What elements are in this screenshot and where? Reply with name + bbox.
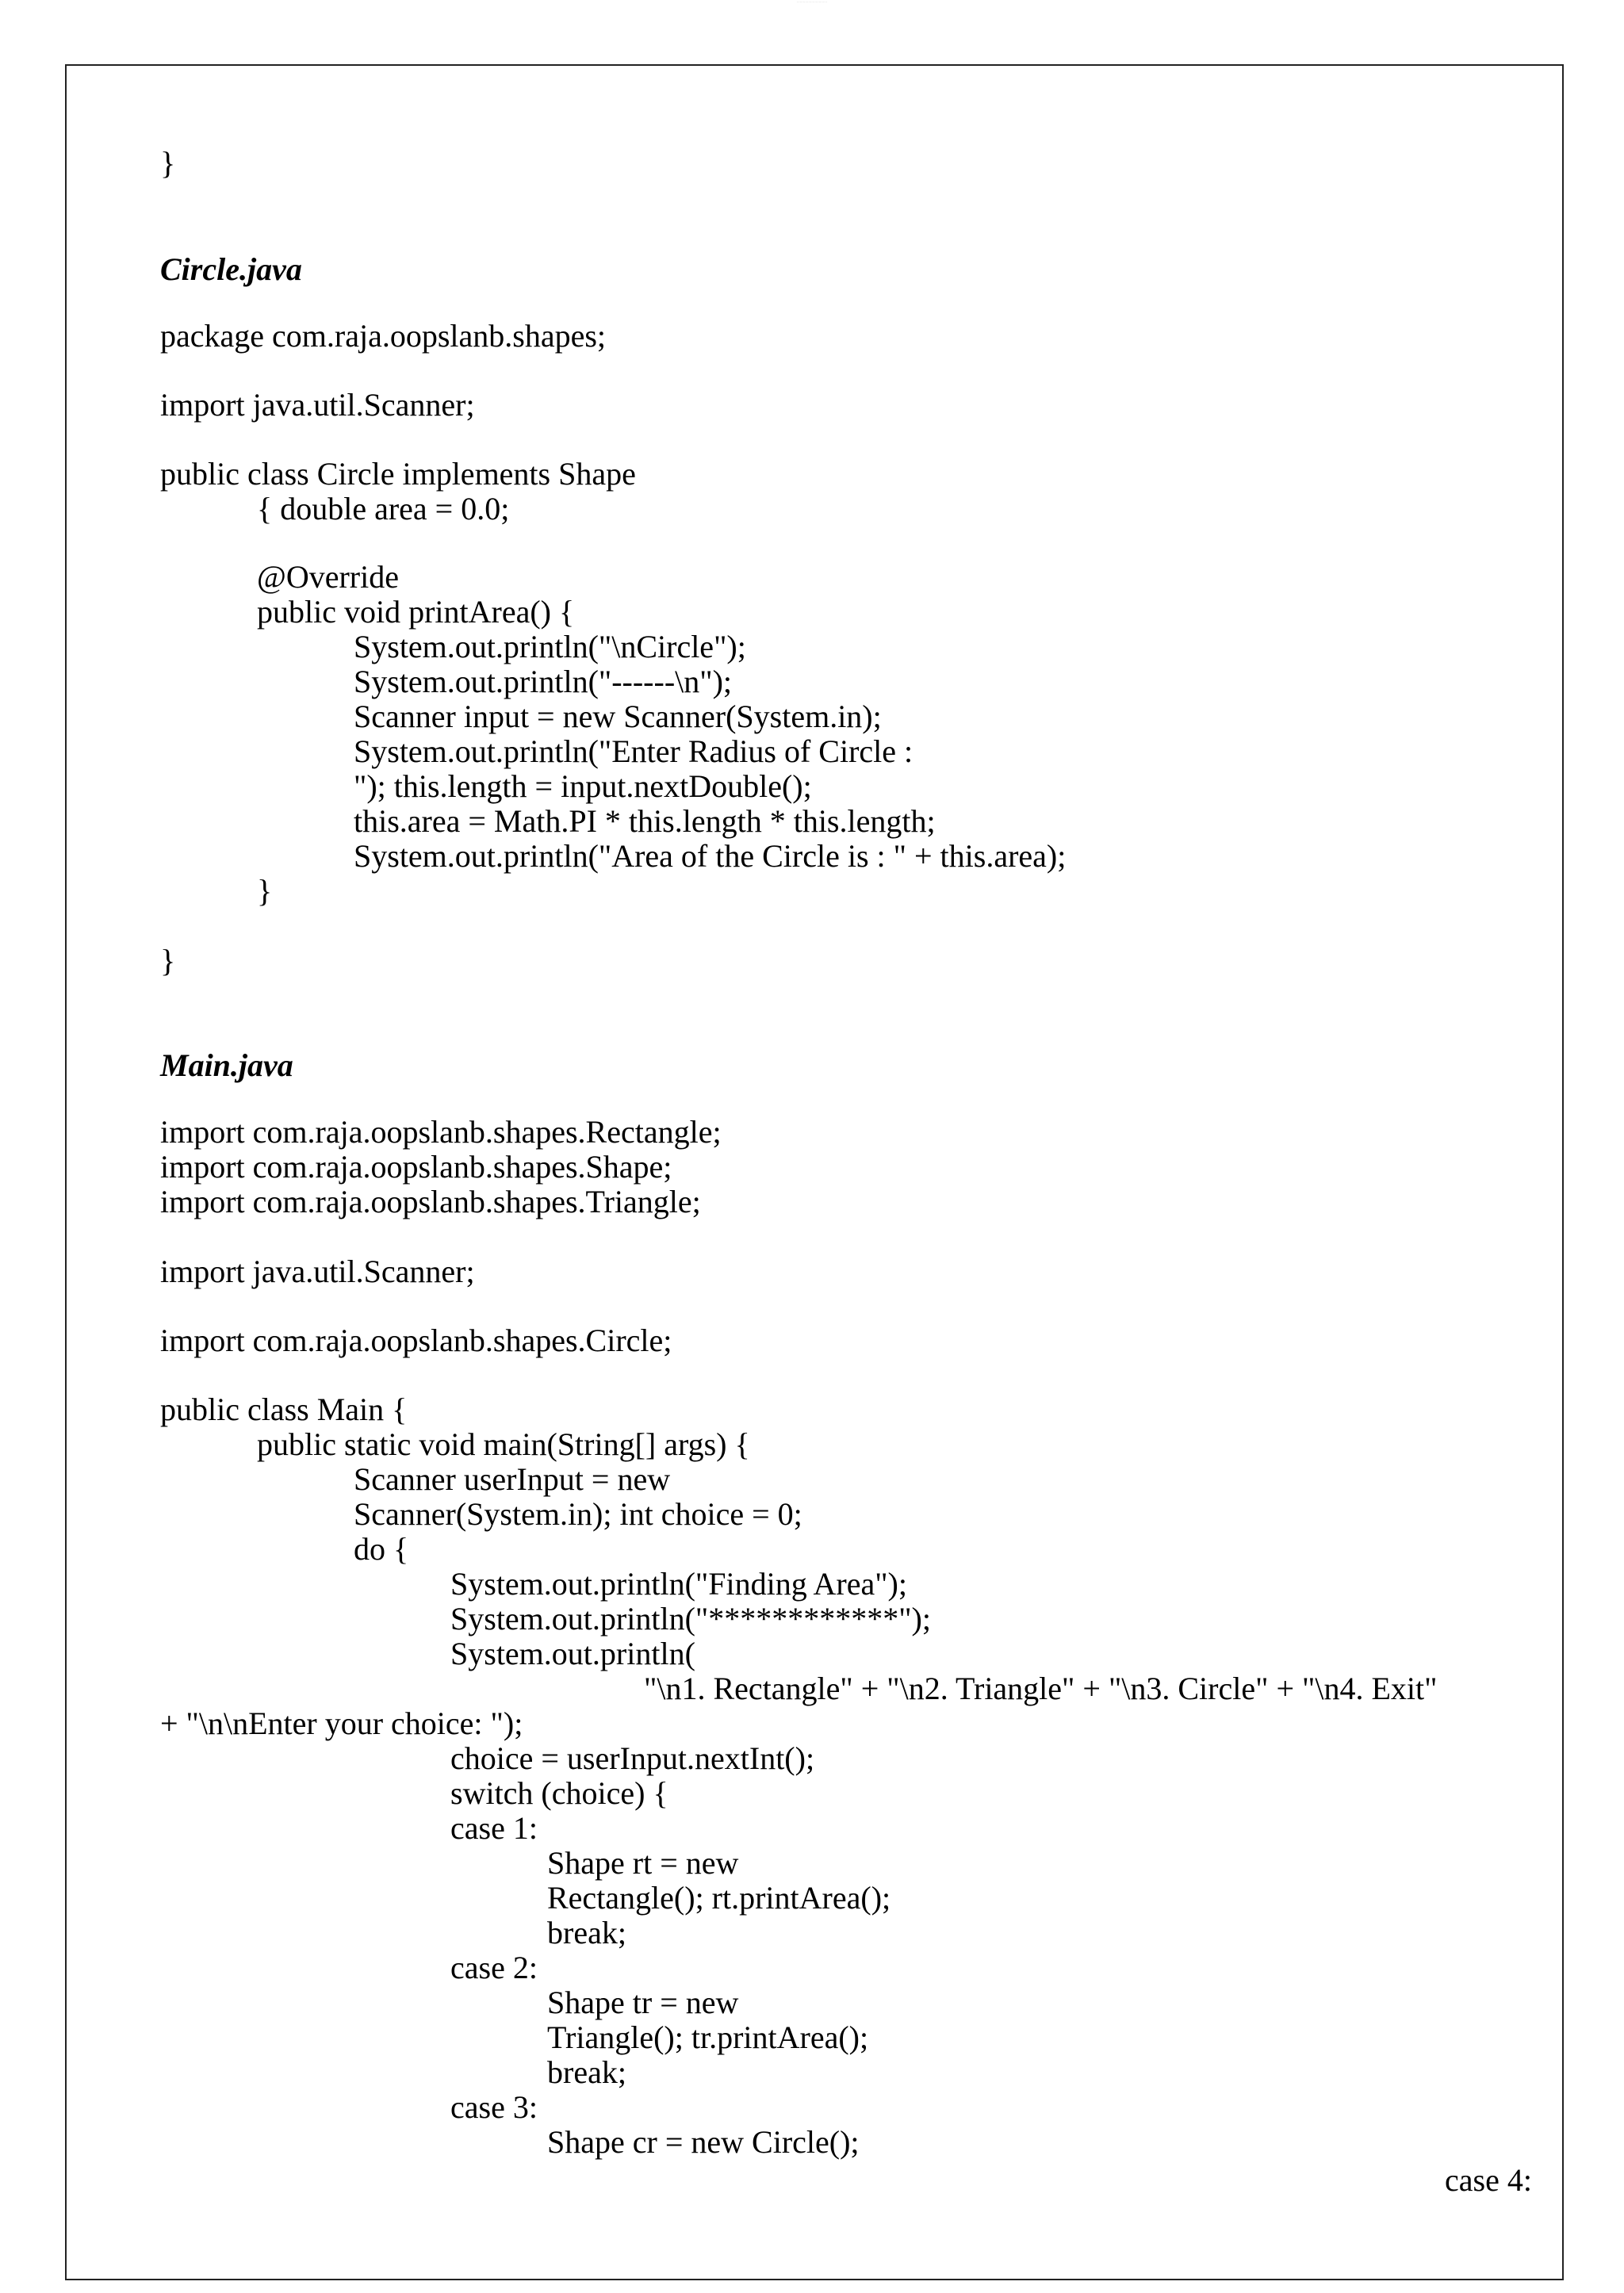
code-line: Scanner userInput = new <box>354 1461 671 1497</box>
code-line: import com.raja.oopslanb.shapes.Triangle; <box>160 1184 701 1219</box>
code-line: case 1: <box>450 1810 538 1846</box>
code-line: case 4: <box>1445 2162 1532 2198</box>
code-line: import java.util.Scanner; <box>160 387 475 423</box>
code-line: public class Main { <box>160 1391 408 1427</box>
file-heading-main: Main.java <box>160 1047 293 1083</box>
code-line: choice = userInput.nextInt(); <box>450 1740 815 1776</box>
code-line: this.area = Math.PI * this.length * this.length; <box>354 803 936 839</box>
code-line: import java.util.Scanner; <box>160 1254 475 1289</box>
code-line: switch (choice) { <box>450 1775 668 1811</box>
code-line: package com.raja.oopslanb.shapes; <box>160 318 607 354</box>
code-line: Shape tr = new <box>547 1985 739 2020</box>
code-line: import com.raja.oopslanb.shapes.Shape; <box>160 1149 672 1185</box>
code-line: "\n1. Rectangle" + "\n2. Triangle" + "\n3. Circle" + "\n4. Exit" <box>644 1671 1438 1706</box>
code-line: break; <box>547 2054 626 2090</box>
code-line: Shape cr = new Circle(); <box>547 2124 860 2160</box>
code-line: System.out.println("\nCircle"); <box>354 629 746 664</box>
code-line: System.out.println( <box>450 1636 695 1671</box>
code-line: Scanner input = new Scanner(System.in); <box>354 699 882 734</box>
code-line: public void printArea() { <box>257 594 575 630</box>
file-heading-circle: Circle.java <box>160 251 302 287</box>
code-line: @Override <box>257 559 399 595</box>
code-line: Scanner(System.in); int choice = 0; <box>354 1496 802 1532</box>
code-line: case 2: <box>450 1950 538 1985</box>
code-line: "); this.length = input.nextDouble(); <box>354 768 812 804</box>
code-line: Shape rt = new <box>547 1845 739 1881</box>
closing-brace: } <box>160 145 176 181</box>
code-line: public static void main(String[] args) { <box>257 1426 750 1462</box>
code-line: Triangle(); tr.printArea(); <box>547 2019 869 2055</box>
code-line: do { <box>354 1531 409 1567</box>
code-line: + "\n\nEnter your choice: "); <box>160 1705 523 1741</box>
code-line: System.out.println("************"); <box>450 1601 931 1636</box>
code-line: import com.raja.oopslanb.shapes.Rectangle; <box>160 1114 722 1150</box>
code-line: import com.raja.oopslanb.shapes.Circle; <box>160 1323 672 1358</box>
code-line: System.out.println("Area of the Circle is : " + this.area); <box>354 838 1067 874</box>
code-line: System.out.println("------\n"); <box>354 664 733 699</box>
code-line: Rectangle(); rt.printArea(); <box>547 1880 891 1916</box>
code-line: } <box>160 943 176 978</box>
code-line: } <box>257 873 273 909</box>
code-line: public class Circle implements Shape <box>160 456 636 492</box>
code-line: case 3: <box>450 2089 538 2125</box>
code-line: break; <box>547 1915 626 1950</box>
page-header-mark: ····························· <box>796 0 828 4</box>
code-line: { double area = 0.0; <box>257 491 510 526</box>
code-line: System.out.println("Finding Area"); <box>450 1566 907 1602</box>
code-line: System.out.println("Enter Radius of Circle : <box>354 733 914 769</box>
